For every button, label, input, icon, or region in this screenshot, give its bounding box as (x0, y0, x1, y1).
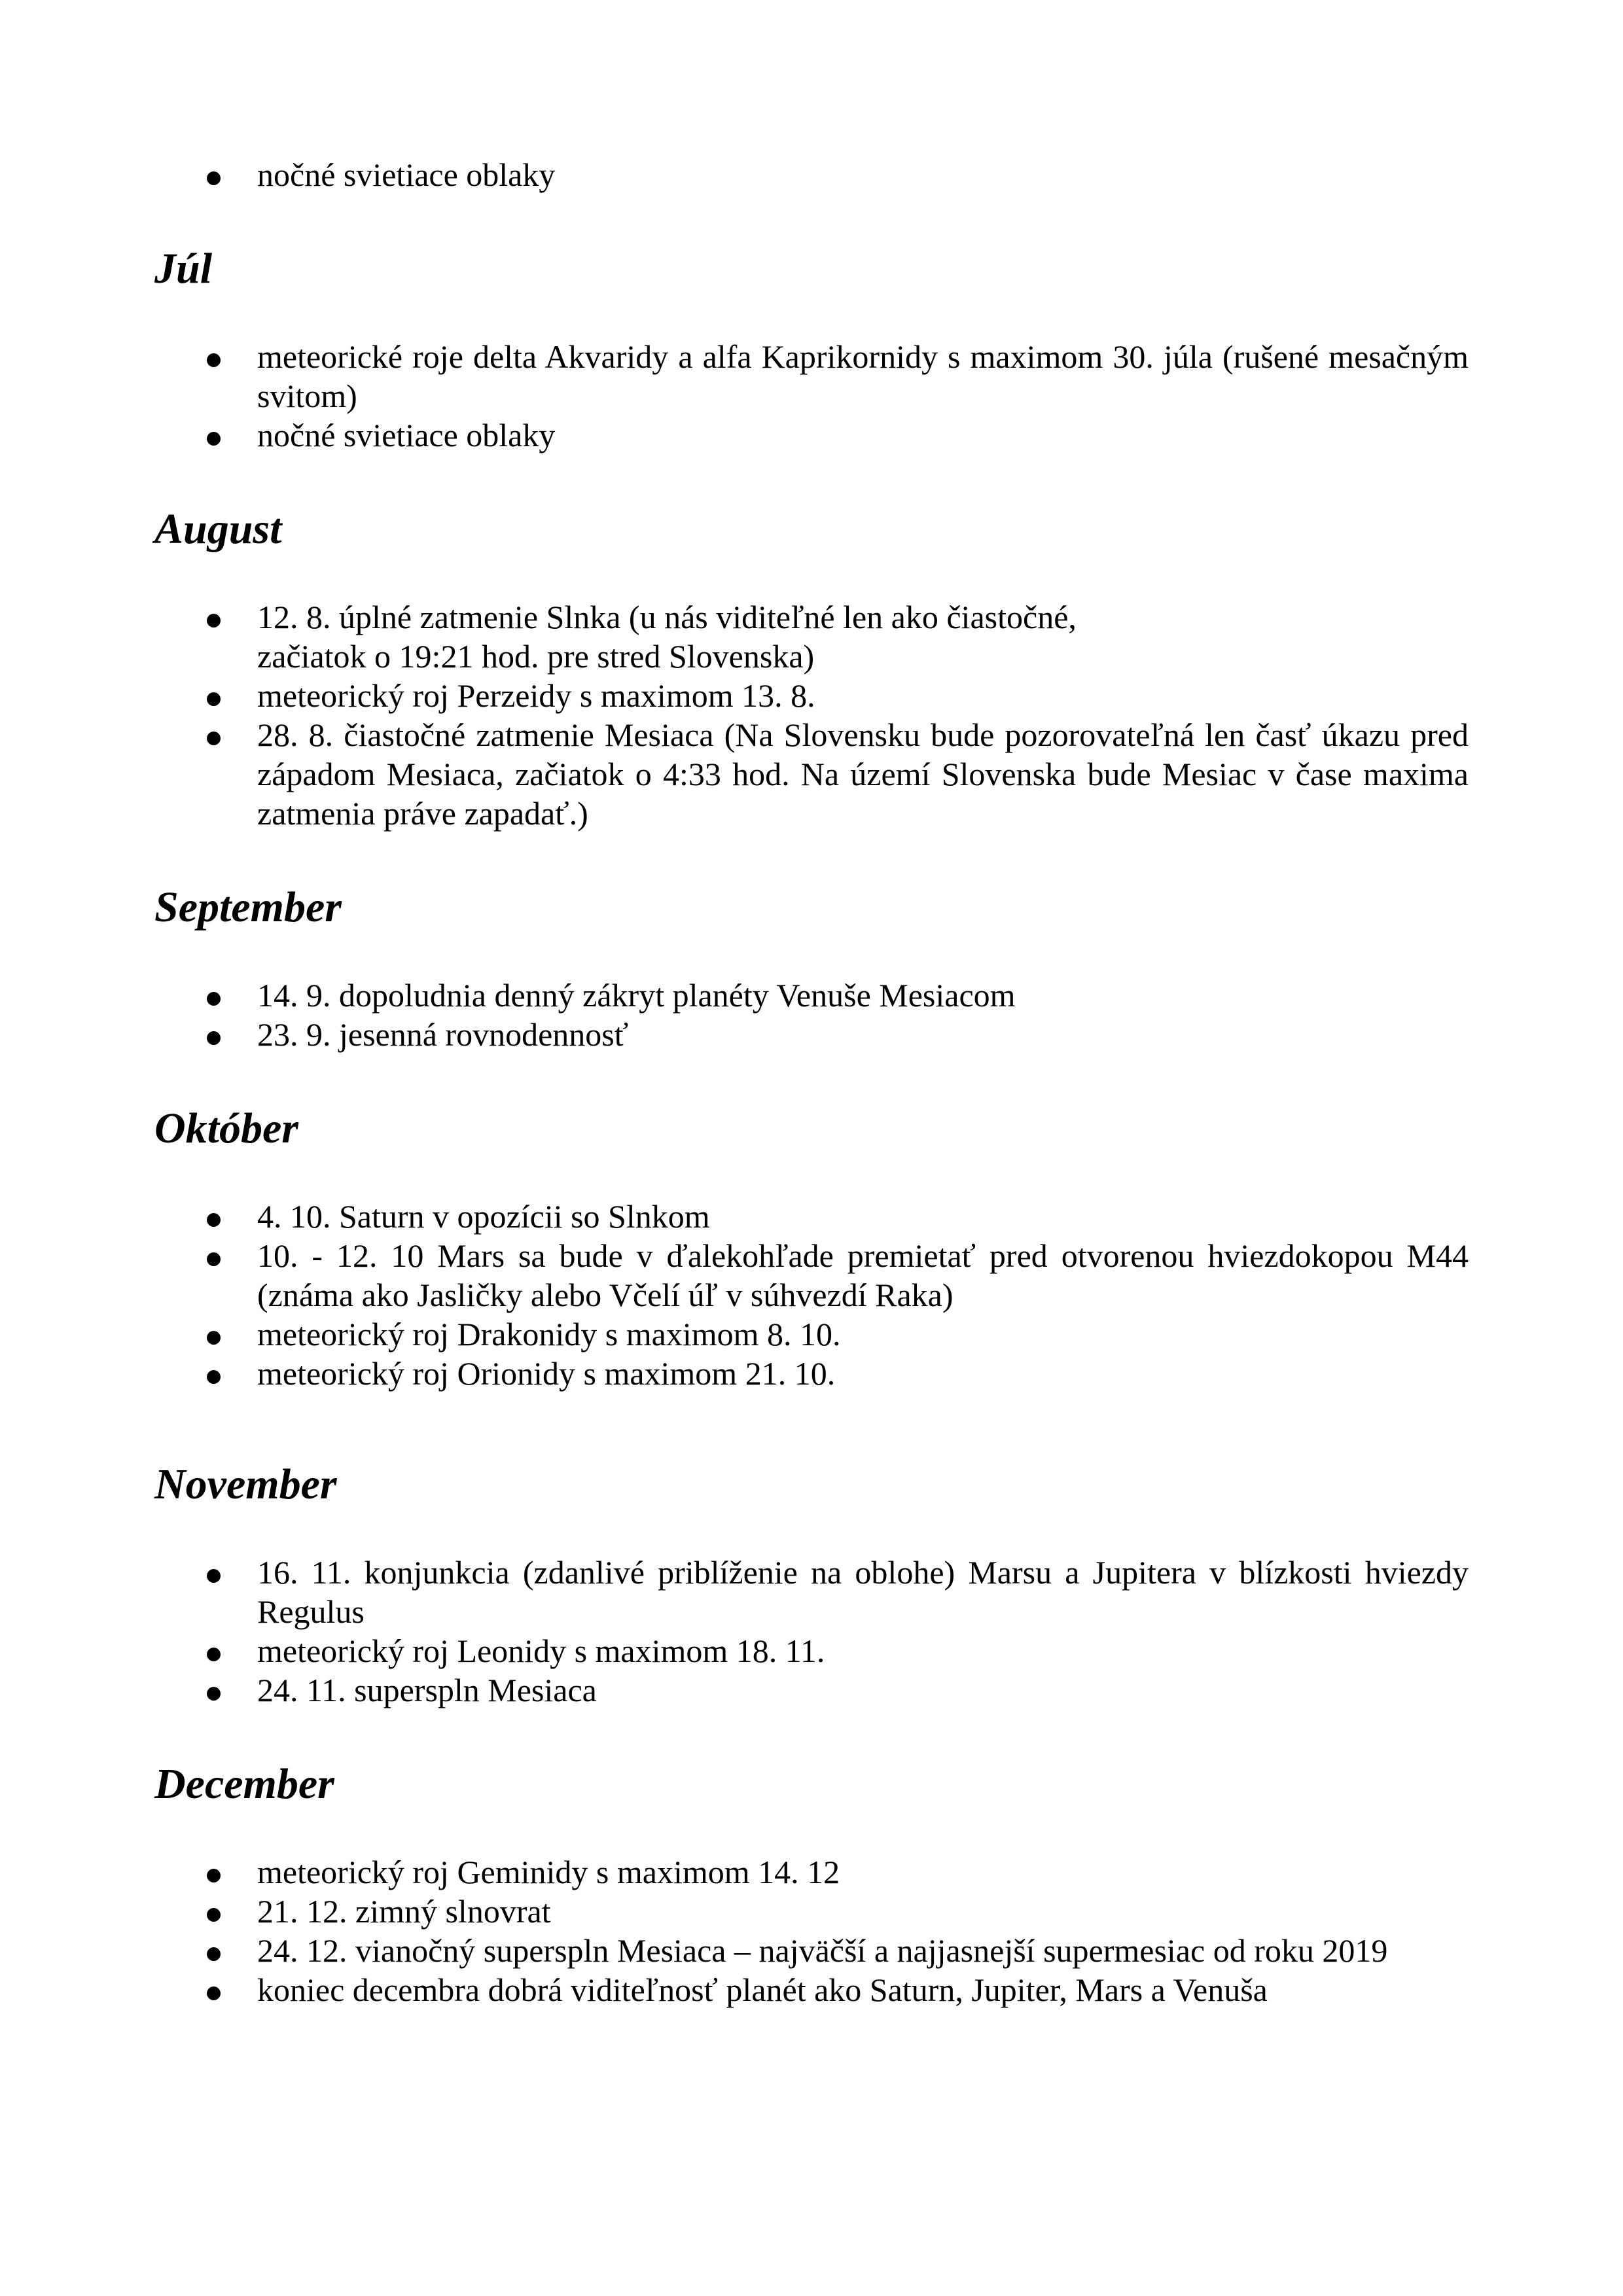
bullet-icon (207, 1370, 221, 1384)
bullet-icon (207, 432, 221, 446)
bullet-icon (207, 692, 221, 706)
bullet-icon (207, 1569, 221, 1583)
list-item (154, 1852, 1469, 1892)
list-item (154, 676, 1469, 715)
bullet-icon (207, 1213, 221, 1227)
june-tail-list (154, 155, 1469, 194)
list-item-text: 12. 8. úplné zatmenie Slnka (u nás viditeľné len ako čiastočné, (257, 599, 1077, 635)
bullet-icon (207, 1252, 221, 1266)
list-item-text: 4. 10. Saturn v opozícii so Slnkom (257, 1198, 710, 1235)
list-item (154, 1631, 1469, 1670)
bullet-icon (207, 1331, 221, 1345)
list-item-text: 21. 12. zimný slnovrat (257, 1893, 551, 1930)
list-item-text: meteorický roj Drakonidy s maximom 8. 10. (257, 1316, 841, 1352)
section-heading-oktober: Október (154, 1104, 298, 1152)
bullet-icon (207, 1687, 221, 1701)
section-heading-december: December (154, 1760, 334, 1808)
section-list-oktober (154, 1197, 1469, 1393)
list-item-text: 16. 11. konjunkcia (zdanlivé priblíženie na oblohe) Marsu a Jupitera v blízkosti hviezdy Regulus (257, 1554, 1469, 1630)
list-item (154, 1015, 1469, 1054)
list-item (154, 1354, 1469, 1393)
bullet-icon (207, 614, 221, 627)
list-item (154, 337, 1469, 415)
list-item-text: meteorický roj Geminidy s maximom 14. 12 (257, 1854, 840, 1890)
list-item (154, 1931, 1469, 1970)
section-list-september (154, 976, 1469, 1054)
list-item (154, 976, 1469, 1015)
list-item-text: 24. 11. superspln Mesiaca (257, 1672, 597, 1708)
list-item (154, 1553, 1469, 1631)
section-heading-jul: Júl (154, 245, 213, 292)
section-list-november (154, 1553, 1469, 1710)
bullet-icon (207, 1648, 221, 1661)
list-item-text: 14. 9. dopoludnia denný zákryt planéty Venuše Mesiacom (257, 977, 1016, 1014)
section-list-august (154, 597, 1469, 833)
list-item (154, 415, 1469, 455)
list-item (154, 1670, 1469, 1710)
list-item-text: meteorický roj Perzeidy s maximom 13. 8. (257, 677, 815, 714)
list-item-text: 10. - 12. 10 Mars sa bude v ďalekohľade premietať pred otvorenou hviezdokopou M44 (známa ako Jasličky alebo Včelí úľ v súhvezdí Raka) (257, 1237, 1469, 1313)
list-item-text: 24. 12. vianočný superspln Mesiaca – najväčší a najjasnejší supermesiac od roku 2019 (257, 1932, 1388, 1969)
bullet-icon (207, 171, 221, 185)
list-item (154, 1970, 1469, 2009)
list-item (154, 155, 1469, 194)
list-item (154, 715, 1469, 833)
list-item (154, 1236, 1469, 1315)
bullet-icon (207, 1869, 221, 1882)
section-list-december (154, 1852, 1469, 2009)
list-item (154, 1315, 1469, 1354)
bullet-icon (207, 1031, 221, 1045)
list-item (154, 1197, 1469, 1236)
section-list-jul (154, 337, 1469, 455)
list-item-text: 28. 8. čiastočné zatmenie Mesiaca (Na Slovensku bude pozorovateľná len časť úkazu pred západom Mesiaca, začiatok o 4:33 hod. Na území Slovenska bude Mesiac v čase maxima zatmenia práve zapadať.) (257, 716, 1469, 832)
list-item-text: koniec decembra dobrá viditeľnosť planét ako Saturn, Jupiter, Mars a Venuša (257, 1971, 1268, 2008)
list-item-text: nočné svietiace oblaky (257, 156, 556, 193)
bullet-icon (207, 1947, 221, 1961)
list-item-text: meteorický roj Leonidy s maximom 18. 11. (257, 1633, 825, 1669)
list-item-text: meteorický roj Orionidy s maximom 21. 10. (257, 1355, 836, 1392)
bullet-icon (207, 992, 221, 1006)
list-item-text: začiatok o 19:21 hod. pre stred Slovenska) (257, 638, 815, 675)
list-item-text: meteorické roje delta Akvaridy a alfa Kaprikornidy s maximom 30. júla (rušené mesačným svitom) (257, 338, 1469, 414)
list-item (154, 597, 1469, 676)
list-item (154, 1892, 1469, 1931)
bullet-icon (207, 732, 221, 745)
bullet-icon (207, 1987, 221, 2000)
section-heading-november: November (154, 1460, 337, 1508)
section-heading-september: September (154, 883, 342, 931)
bullet-icon (207, 353, 221, 367)
section-heading-august: August (154, 505, 282, 553)
bullet-icon (207, 1908, 221, 1922)
list-item-text: nočné svietiace oblaky (257, 417, 556, 453)
list-item-text: 23. 9. jesenná rovnodennosť (257, 1016, 629, 1053)
